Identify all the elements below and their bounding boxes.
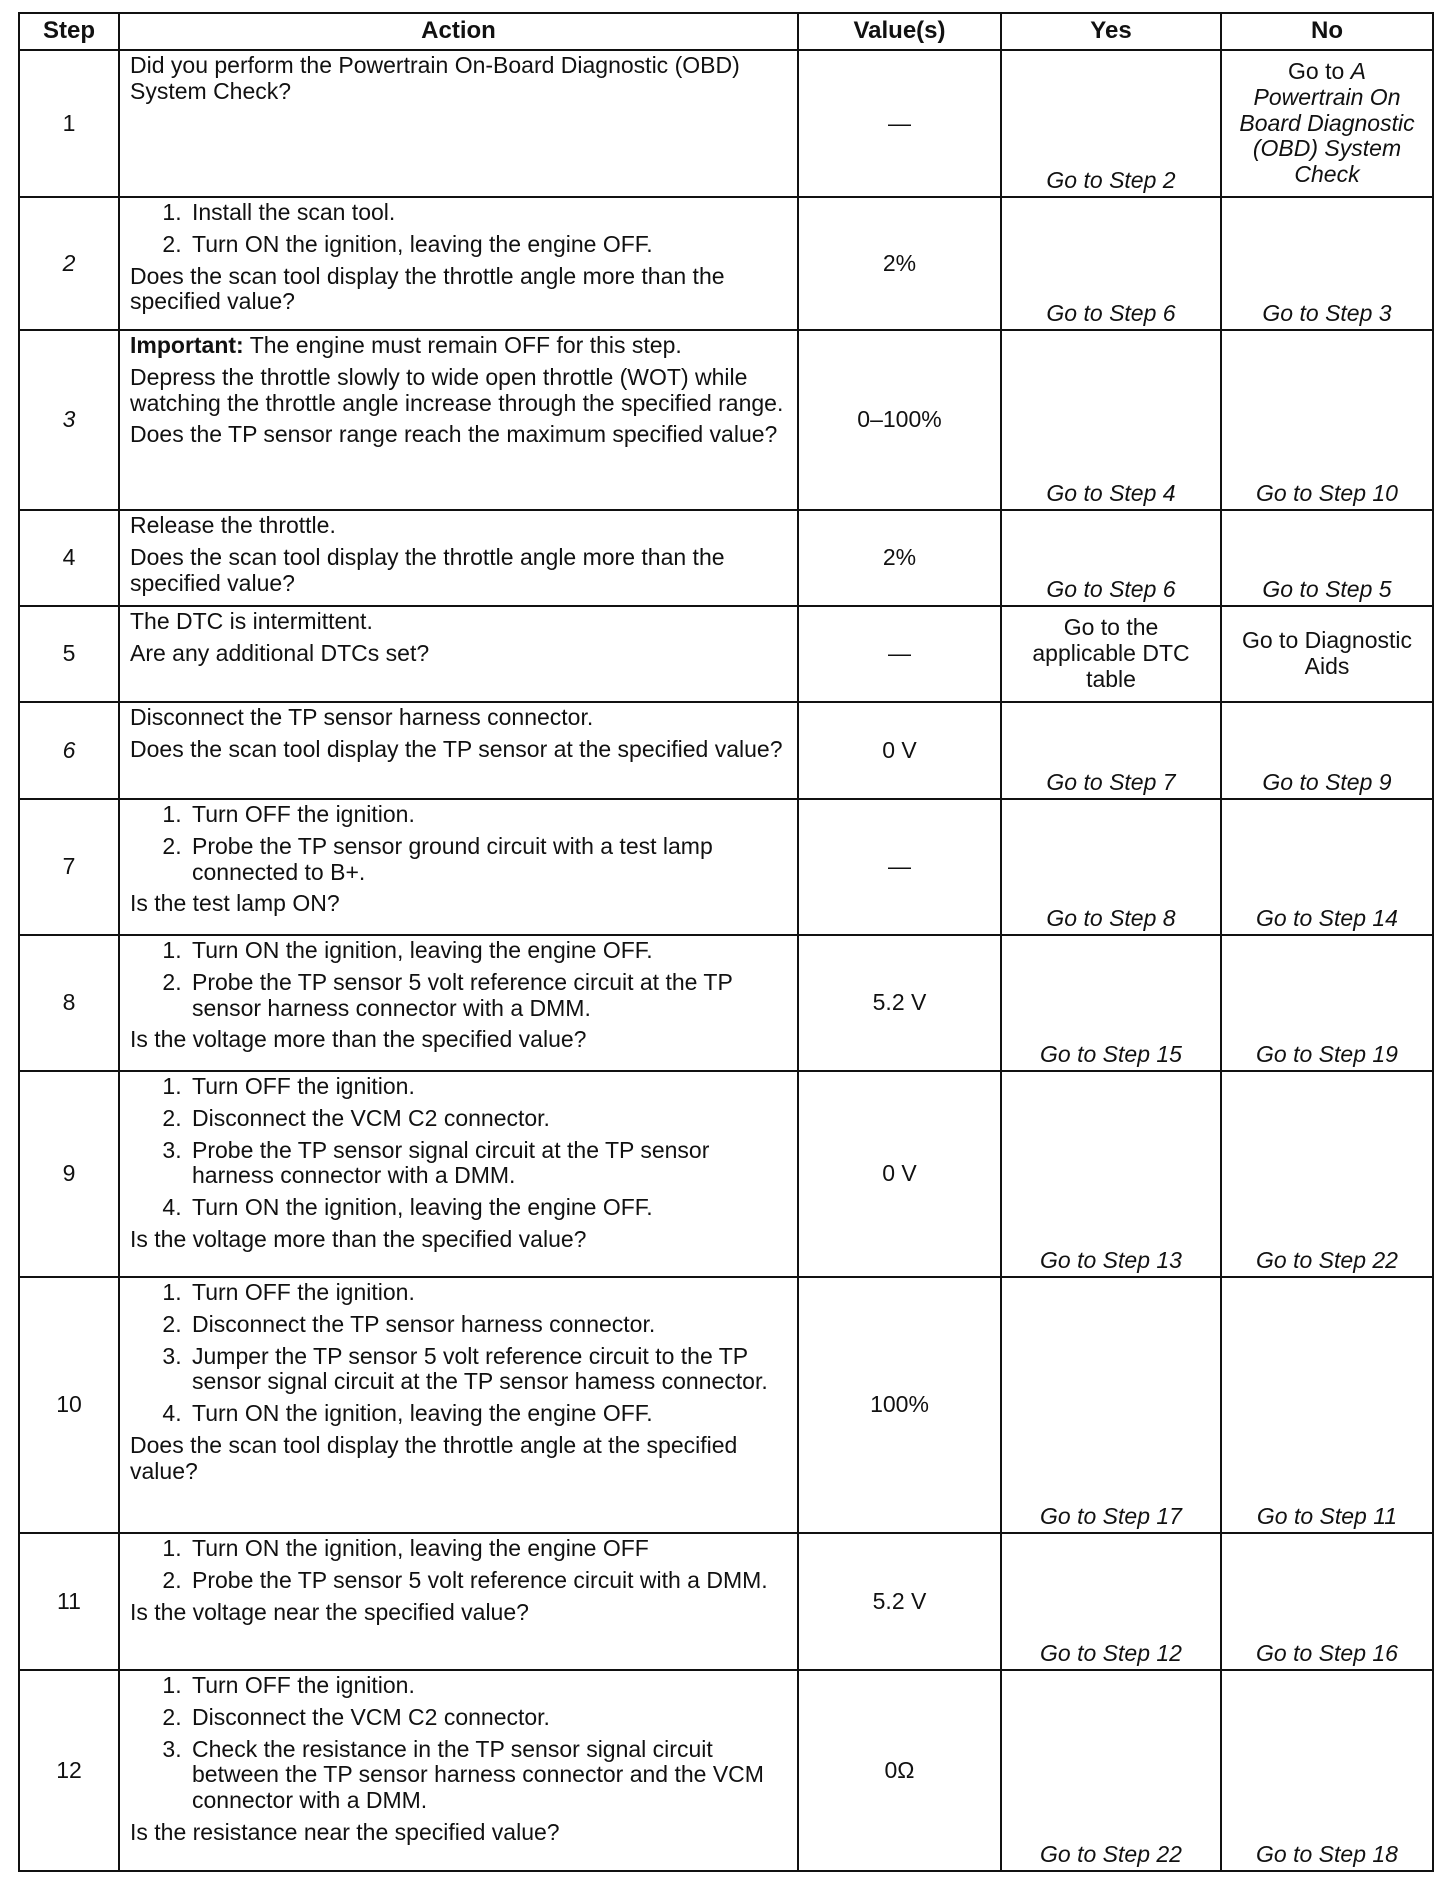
important-note [130, 333, 787, 359]
yes-cell[interactable]: Go to Step 22 [1001, 1670, 1221, 1871]
step-number: 9 [19, 1071, 119, 1277]
action-step: 3. Probe the TP sensor signal circuit at the TP sensor harness connector with a DMM. [188, 1138, 787, 1190]
step-number: 5 [19, 606, 119, 702]
yes-cell[interactable]: Go to Step 7 [1001, 702, 1221, 799]
action-cell [119, 606, 798, 702]
no-cell[interactable]: Go to Step 11 [1221, 1277, 1433, 1533]
no-cell[interactable]: Go to Step 10 [1221, 330, 1433, 510]
step-number: 6 [19, 702, 119, 799]
step-number: 10 [19, 1277, 119, 1533]
step-number: 8 [19, 935, 119, 1071]
value-cell: 5.2 V [798, 935, 1001, 1071]
action-question: Does the scan tool display the throttle angle more than the specified value? [130, 262, 725, 315]
action-cell [119, 510, 798, 606]
no-cell[interactable]: Go to Step 14 [1221, 799, 1433, 935]
action-text: Did you perform the Powertrain On-Board Diagnostic (OBD) System Check? [130, 52, 740, 104]
value-cell: — [798, 799, 1001, 935]
action-step: 2. Probe the TP sensor ground circuit with a test lamp connected to B+. [188, 834, 787, 886]
action-step: 3. Jumper the TP sensor 5 volt reference circuit to the TP sensor signal circuit at the TP sensor hamess connector. [188, 1344, 787, 1396]
yes-cell[interactable]: Go to the applicable DTC table [1001, 606, 1221, 702]
value-cell: 0 V [798, 702, 1001, 799]
value-cell: 2% [798, 197, 1001, 330]
action-step: 1. Turn OFF the ignition. [188, 1280, 787, 1306]
action-question: Does the TP sensor range reach the maximum specified value? [130, 421, 778, 448]
table-row [19, 197, 1433, 330]
table-row [19, 1533, 1433, 1670]
action-cell [119, 1277, 798, 1533]
action-text: Depress the throttle slowly to wide open throttle (WOT) while watching the throttle angle increase through the specified range. [130, 363, 784, 416]
action-cell [119, 1071, 798, 1277]
value-cell: — [798, 50, 1001, 197]
header-step: Step [19, 13, 119, 50]
action-steps [130, 802, 787, 885]
action-cell [119, 702, 798, 799]
step-number: 3 [19, 330, 119, 510]
no-cell[interactable]: Go to Step 22 [1221, 1071, 1433, 1277]
action-question: Is the voltage near the specified value? [130, 1598, 529, 1625]
no-prefix: Go to [1288, 58, 1351, 85]
step-number: 4 [19, 510, 119, 606]
table-row [19, 1071, 1433, 1277]
step-number: 2 [19, 197, 119, 330]
action-step: 2. Disconnect the TP sensor harness connector. [188, 1312, 787, 1338]
table-row [19, 702, 1433, 799]
yes-cell[interactable]: Go to Step 17 [1001, 1277, 1221, 1533]
no-link[interactable]: A Powertrain On Board Diagnostic (OBD) System Check [1239, 58, 1415, 188]
action-step: 4. Turn ON the ignition, leaving the engine OFF. [188, 1401, 787, 1427]
action-question: Is the voltage more than the specified value? [130, 1026, 587, 1053]
table-row [19, 50, 1433, 197]
action-text: Release the throttle. [130, 512, 336, 538]
action-cell [119, 935, 798, 1071]
action-cell [119, 197, 798, 330]
action-cell [119, 1533, 798, 1670]
yes-cell[interactable]: Go to Step 15 [1001, 935, 1221, 1071]
action-step: 1. Turn OFF the ignition. [188, 1074, 787, 1100]
no-cell[interactable]: Go to Step 5 [1221, 510, 1433, 606]
action-steps [130, 1280, 787, 1427]
yes-cell[interactable]: Go to Step 8 [1001, 799, 1221, 935]
action-question: Does the scan tool display the TP sensor at the specified value? [130, 735, 783, 762]
header-no: No [1221, 13, 1433, 50]
action-step: 1. Turn ON the ignition, leaving the engine OFF [188, 1536, 787, 1562]
no-cell[interactable] [1221, 50, 1433, 197]
action-step: 2. Disconnect the VCM C2 connector. [188, 1705, 787, 1731]
no-cell[interactable]: Go to Diagnostic Aids [1221, 606, 1433, 702]
table-row [19, 510, 1433, 606]
table-row [19, 330, 1433, 510]
action-question: Are any additional DTCs set? [130, 639, 430, 666]
yes-cell[interactable]: Go to Step 13 [1001, 1071, 1221, 1277]
action-step: 3. Check the resistance in the TP sensor signal circuit between the TP sensor harness connector and the VCM connector with a DMM. [188, 1737, 787, 1814]
action-question: Does the scan tool display the throttle angle at the specified value? [130, 1431, 738, 1484]
action-steps [130, 200, 787, 258]
value-cell: — [798, 606, 1001, 702]
yes-cell[interactable]: Go to Step 2 [1001, 50, 1221, 197]
header-yes: Yes [1001, 13, 1221, 50]
action-question: Does the scan tool display the throttle angle more than the specified value? [130, 543, 725, 596]
action-step: 1. Install the scan tool. [188, 200, 787, 226]
step-number: 7 [19, 799, 119, 935]
action-steps [130, 1074, 787, 1221]
action-step: 1. Turn OFF the ignition. [188, 802, 787, 828]
important-text: The engine must remain OFF for this step. [243, 332, 682, 358]
action-question: Is the resistance near the specified value? [130, 1818, 560, 1845]
value-cell: 0–100% [798, 330, 1001, 510]
yes-cell[interactable]: Go to Step 4 [1001, 330, 1221, 510]
value-cell: 100% [798, 1277, 1001, 1533]
action-step: 2. Probe the TP sensor 5 volt reference circuit at the TP sensor harness connector with a DMM. [188, 970, 787, 1022]
value-cell: 0 V [798, 1071, 1001, 1277]
action-cell [119, 330, 798, 510]
action-step: 2. Disconnect the VCM C2 connector. [188, 1106, 787, 1132]
no-cell[interactable]: Go to Step 16 [1221, 1533, 1433, 1670]
important-label: Important: [130, 332, 244, 358]
action-cell [119, 1670, 798, 1871]
action-step: 2. Turn ON the ignition, leaving the engine OFF. [188, 232, 787, 258]
action-question: Is the voltage more than the specified value? [130, 1225, 587, 1252]
yes-cell[interactable]: Go to Step 6 [1001, 197, 1221, 330]
action-step: 1. Turn ON the ignition, leaving the engine OFF. [188, 938, 787, 964]
table-row [19, 1277, 1433, 1533]
value-cell: 5.2 V [798, 1533, 1001, 1670]
value-cell: 0Ω [798, 1670, 1001, 1871]
no-cell[interactable]: Go to Step 9 [1221, 702, 1433, 799]
action-text: Disconnect the TP sensor harness connector. [130, 704, 594, 730]
action-steps [130, 1536, 787, 1594]
header-values: Value(s) [798, 13, 1001, 50]
action-steps [130, 1673, 787, 1814]
value-cell: 2% [798, 510, 1001, 606]
table-row [19, 1670, 1433, 1871]
action-text: The DTC is intermittent. [130, 608, 373, 634]
header-action: Action [119, 13, 798, 50]
action-step: 1. Turn OFF the ignition. [188, 1673, 787, 1699]
table-row [19, 606, 1433, 702]
no-cell[interactable]: Go to Step 3 [1221, 197, 1433, 330]
step-number: 1 [19, 50, 119, 197]
action-step: 2. Probe the TP sensor 5 volt reference circuit with a DMM. [188, 1568, 787, 1594]
step-number: 11 [19, 1533, 119, 1670]
action-cell [119, 799, 798, 935]
action-step: 4. Turn ON the ignition, leaving the engine OFF. [188, 1195, 787, 1221]
action-question: Is the test lamp ON? [130, 890, 340, 917]
action-cell [119, 50, 798, 197]
diagnostic-table [18, 12, 1434, 1872]
no-cell[interactable]: Go to Step 19 [1221, 935, 1433, 1071]
table-row [19, 799, 1433, 935]
action-steps [130, 938, 787, 1021]
table-row [19, 935, 1433, 1071]
yes-cell[interactable]: Go to Step 12 [1001, 1533, 1221, 1670]
step-number: 12 [19, 1670, 119, 1871]
header-row [19, 13, 1433, 50]
yes-cell[interactable]: Go to Step 6 [1001, 510, 1221, 606]
no-cell[interactable]: Go to Step 18 [1221, 1670, 1433, 1871]
